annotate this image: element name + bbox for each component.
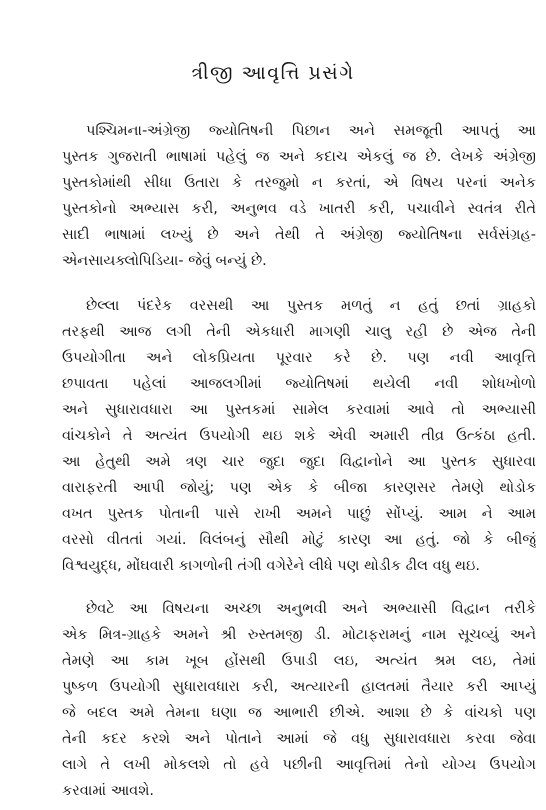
text-line: તેની કદર કરશે અને પોતાને આમાં જે વધુ સુધારાવધારા કરવા જેવા xyxy=(62,731,536,747)
text-line: વિશ્વયુદ્ધ, મોંઘવારી કાગળોની તંગી વગેરેને લીધે પણ થોડીક ઢીલ વધુ થઇ. xyxy=(62,558,480,574)
text-line: સાદી ભાષામાં લખ્યું છે અને તેથી તે અંગ્રેજી જ્યોતિષના સર્વસંગ્રહ- xyxy=(62,227,536,243)
paragraph-1 xyxy=(62,118,536,274)
text-line: કરવામાં આવશે. xyxy=(62,783,154,799)
paragraph-2 xyxy=(62,293,536,579)
text-line: છેલ્લા પંદરેક વરસથી આ પુસ્તક મળતું ન હતું છતાં ગ્રાહકો xyxy=(86,298,536,314)
text-line: તરફથી આજ લગી તેની એકધારી માગણી ચાલુ રહી છે એજ તેની xyxy=(62,324,536,340)
text-line: જે બદલ અમે તેમના ઘણા જ આભારી છીએ. આશા છે કે વાંચકો પણ xyxy=(62,705,536,721)
text-line: વખત પુસ્તક પોતાની પાસે રાખી અમને પાછું સોંપ્યું. આમ ને આમ xyxy=(62,506,536,522)
page-title: ત્રીજી આવૃત્તિ પ્રસંગે xyxy=(191,62,355,84)
text-line: આ હેતુથી અમે ત્રણ ચાર જુદા જુદા વિદ્વાનોને આ પુસ્તક સુધારવા xyxy=(62,454,536,470)
text-line: પશ્ચિમના-અંગ્રેજી જ્યોતિષની પિછાન અને સમજૂતી આપતું આ xyxy=(86,123,536,139)
text-line: વારાફરતી આપી જોયું; પણ એક કે બીજા કારણસર તેમણે થોડોક xyxy=(62,480,536,496)
text-line: પુસ્તકોમાંથી સીધા ઉતારા કે તરજુમો ન કરતાં, એ વિષય પરનાં અનેક xyxy=(62,175,536,191)
text-line: પુસ્તકોનો અભ્યાસ કરી, અનુભવ વડે ખાતરી કરી, પચાવીને સ્વતંત્ર રીતે xyxy=(62,201,536,217)
text-line: વાંચકોને તે અત્યંત ઉપયોગી થઇ શકે એવી અમારી તીવ્ર ઉત્કંઠા હતી. xyxy=(62,428,536,444)
text-line: છપાવતા પહેલાં આજલગીમાં જ્યોતિષમાં થયેલી નવી શોધખોળો xyxy=(62,376,536,392)
text-line: પુસ્તક ગુજરાતી ભાષામાં પહેલું જ અને કદાચ એકલું જ છે. લેખકે અંગ્રેજી xyxy=(62,149,536,165)
text-line: એનસાયક્લોપિડિયા- જેવું બન્યું છે. xyxy=(62,253,267,269)
text-line: તેમણે આ કામ ખૂબ હોંસથી ઉપાડી લઇ, અત્યંત શ્રમ લઇ, તેમાં xyxy=(62,653,536,669)
text-line: એક મિત્ર-ગ્રાહકે અમને શ્રી રુસ્તમજી ડી. મોટાફરામનું નામ સૂચવ્યું અને xyxy=(62,627,536,643)
text-line: છેવટે આ વિષયના અચ્છા અનુભવી અને અભ્યાસી વિદ્વાન તરીકે xyxy=(86,601,536,617)
paragraph-3 xyxy=(62,596,536,804)
text-line: પુષ્કળ ઉપયોગી સુધારાવધારા કરી, અત્યારની હાલતમાં તૈયાર કરી આપ્યું xyxy=(62,679,536,695)
text-line: લાગે તે લખી મોકલશે તો હવે પછીની આવૃત્તિમાં તેનો યોગ્ય ઉપયોગ xyxy=(62,757,536,773)
text-line: ઉપયોગીતા અને લોકપ્રિયતા પૂરવાર કરે છે. પણ નવી આવૃત્તિ xyxy=(62,350,536,366)
text-line: વરસો વીતતાં ગયાં. વિલંબનું સૌથી મોટું કારણ આ હતું. જો કે બીજું xyxy=(62,532,536,548)
text-line: અને સુધારાવધારા આ પુસ્તકમાં સામેલ કરવામાં આવે તો અભ્યાસી xyxy=(62,402,536,418)
